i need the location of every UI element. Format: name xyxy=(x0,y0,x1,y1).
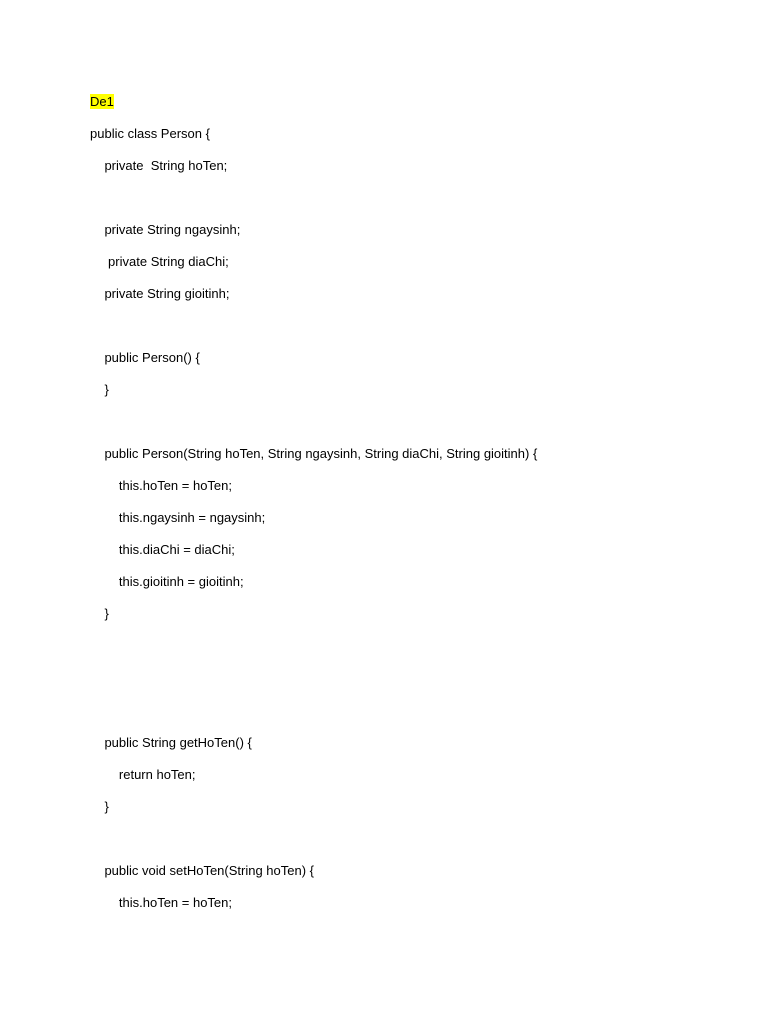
code-line: private String ngaysinh; xyxy=(90,222,241,237)
code-line: public String getHoTen() { xyxy=(90,735,252,750)
code-line: public class Person { xyxy=(90,126,210,141)
code-line: public Person(String hoTen, String ngaysinh, String diaChi, String gioitinh) { xyxy=(90,446,538,461)
code-line: this.hoTen = hoTen; xyxy=(90,478,233,493)
code-line: } xyxy=(90,799,109,814)
code-line: this.hoTen = hoTen; xyxy=(90,895,233,910)
code-line: return hoTen; xyxy=(90,767,196,782)
code-line: this.diaChi = diaChi; xyxy=(90,542,235,557)
code-line: } xyxy=(90,382,109,397)
heading-highlight: De1 xyxy=(90,94,114,109)
document-heading xyxy=(90,92,114,112)
code-line: private String gioitinh; xyxy=(90,286,230,301)
code-line: public void setHoTen(String hoTen) { xyxy=(90,863,315,878)
code-line: private String diaChi; xyxy=(90,254,229,269)
code-line: this.gioitinh = gioitinh; xyxy=(90,574,244,589)
code-line: public Person() { xyxy=(90,350,200,365)
code-line: this.ngaysinh = ngaysinh; xyxy=(90,510,266,525)
code-line: } xyxy=(90,606,109,621)
code-line: private String hoTen; xyxy=(90,158,228,173)
